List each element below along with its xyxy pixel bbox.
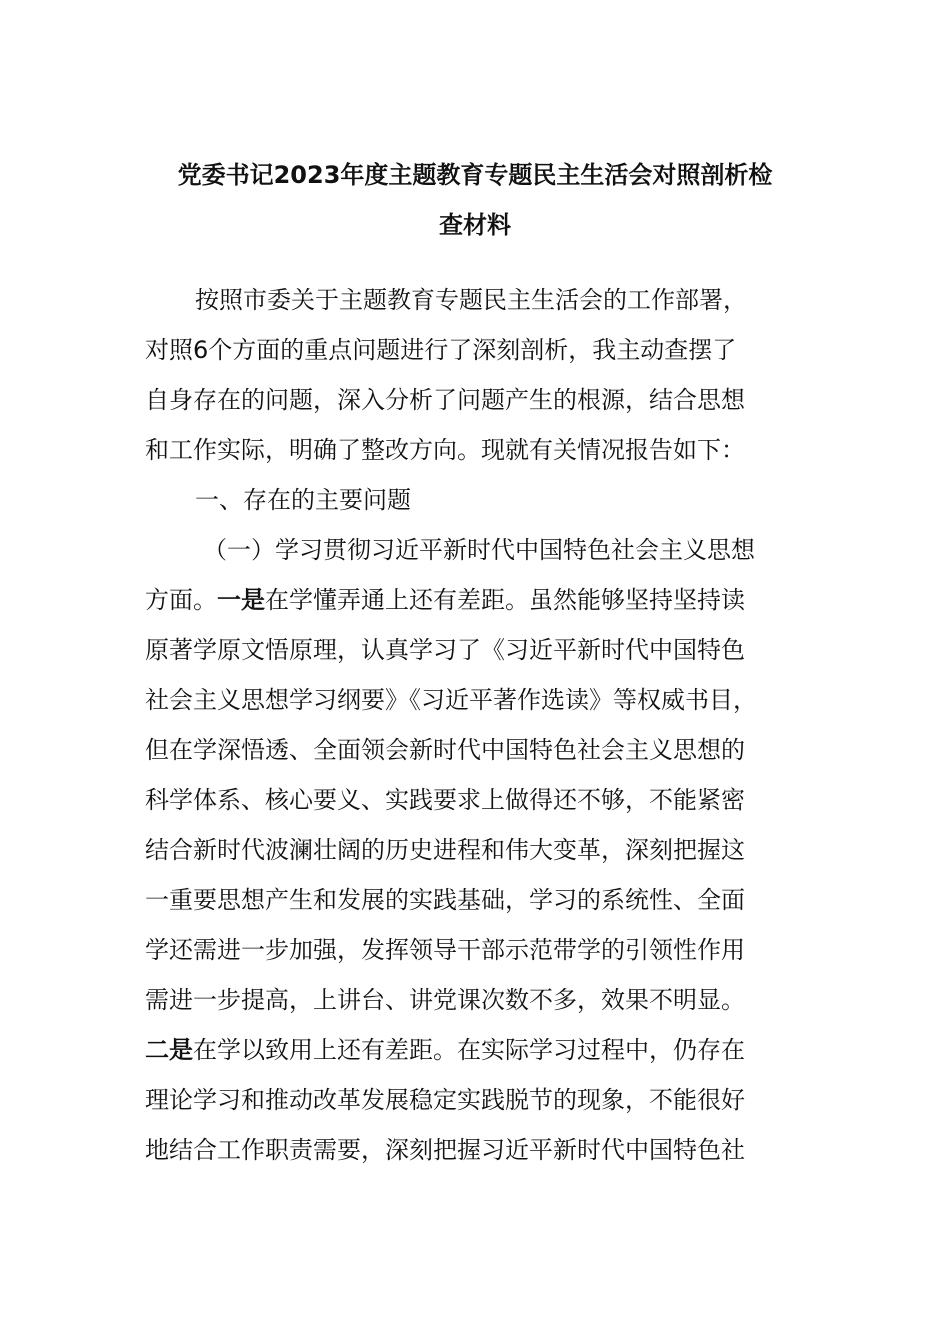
paragraph-line: 需进一步提高，上讲台、讲党课次数不多，效果不明显。 [145,986,745,1014]
point-one-label: 一是 [217,586,265,614]
title-line-1: 党委书记2023年度主题教育专题民主生活会对照剖析检 [177,161,773,189]
subsection-heading: （一）学习贯彻习近平新时代中国特色社会主义思想 [203,536,755,564]
intro-line: 对照6个方面的重点问题进行了深刻剖析，我主动查摆了 [145,336,737,364]
paragraph-line: 地结合工作职责需要，深刻把握习近平新时代中国特色社 [145,1136,745,1164]
paragraph-line [145,1025,805,1075]
paragraph-line: 社会主义思想学习纲要》《习近平著作选读》等权威书目， [145,686,757,714]
paragraph-line: 原著学原文悟原理，认真学习了《习近平新时代中国特色 [145,636,745,664]
paragraph-text: 在学懂弄通上还有差距。虽然能够坚持坚持读 [265,586,745,614]
intro-line: 和工作实际，明确了整改方向。现就有关情况报告如下： [145,436,745,464]
section-heading: 一、存在的主要问题 [195,486,411,514]
paragraph-line: 结合新时代波澜壮阔的历史进程和伟大变革，深刻把握这 [145,836,745,864]
paragraph-line: 理论学习和推动改革发展稳定实践脱节的现象，不能很好 [145,1086,745,1114]
document-title [120,150,830,250]
paragraph-line: 科学体系、核心要义、实践要求上做得还不够，不能紧密 [145,786,745,814]
paragraph-text: 在学以致用上还有差距。在实际学习过程中，仍存在 [193,1036,745,1064]
document-body [145,275,805,1175]
point-two-label: 二是 [145,1036,193,1064]
paragraph-line: 一重要思想产生和发展的实践基础，学习的系统性、全面 [145,886,745,914]
paragraph-line [145,575,805,625]
paragraph-lead: 方面。 [145,586,217,614]
paragraph-line: 学还需进一步加强，发挥领导干部示范带学的引领性作用 [145,936,745,964]
paragraph-line: 但在学深悟透、全面领会新时代中国特色社会主义思想的 [145,736,745,764]
intro-line: 按照市委关于主题教育专题民主生活会的工作部署， [195,286,747,314]
intro-line: 自身存在的问题，深入分析了问题产生的根源，结合思想 [145,386,745,414]
title-line-2: 查材料 [439,211,511,239]
